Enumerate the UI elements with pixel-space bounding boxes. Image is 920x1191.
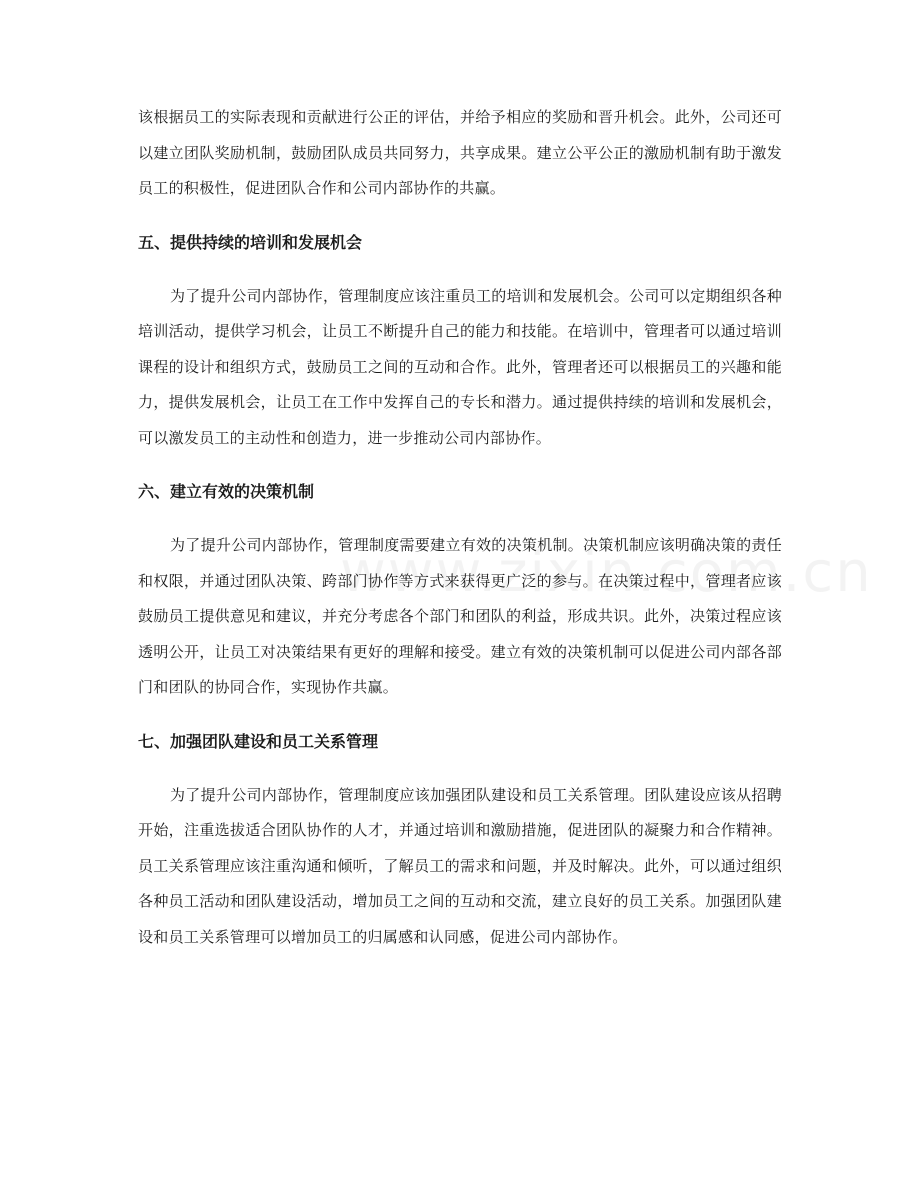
section-heading-7: 七、加强团队建设和员工关系管理	[138, 731, 379, 751]
paragraph-continuation: 该根据员工的实际表现和贡献进行公正的评估，并给予相应的奖励和晋升机会。此外，公司还可以建立团队奖励机制，鼓励团队成员共同努力，共享成果。建立公平公正的激励机制有助于激发员工的积极性，促进团队合作和公司内部协作的共赢。	[138, 108, 782, 197]
section-paragraph-6: 为了提升公司内部协作，管理制度需要建立有效的决策机制。决策机制应该明确决策的责任和权限，并通过团队决策、跨部门协作等方式来获得更广泛的参与。在决策过程中，管理者应该鼓励员工提供意见和建议，并充分考虑各个部门和团队的利益，形成共识。此外，决策过程应该透明公开，让员工对决策结果有更好的理解和接受。建立有效的决策机制可以促进公司内部各部门和团队的协同合作，实现协作共赢。	[138, 536, 783, 696]
section-heading-5: 五、提供持续的培训和发展机会	[138, 232, 363, 252]
section-paragraph-7: 为了提升公司内部协作，管理制度应该加强团队建设和员工关系管理。团队建设应该从招聘开始，注重选拔适合团队协作的人才，并通过培训和激励措施，促进团队的凝聚力和合作精神。员工关系管理应该注重沟通和倾听，了解员工的需求和问题，并及时解决。此外，可以通过组织各种员工活动和团队建设活动，增加员工之间的互动和交流，建立良好的员工关系。加强团队建设和员工关系管理可以增加员工的归属感和认同感，促进公司内部协作。	[138, 785, 783, 946]
section-heading-6: 六、建立有效的决策机制	[138, 482, 315, 501]
section-paragraph-5: 为了提升公司内部协作，管理制度应该注重员工的培训和发展机会。公司可以定期组织各种培训活动，提供学习机会，让员工不断提升自己的能力和技能。在培训中，管理者可以通过培训课程的设计和组织方式，鼓励员工之间的互动和合作。此外，管理者还可以根据员工的兴趣和能力，提供发展机会，让员工在工作中发挥自己的专长和潜力。通过提供持续的培训和发展机会，可以激发员工的主动性和创造力，进一步推动公司内部协作。	[138, 286, 783, 447]
document-page	[138, 100, 782, 955]
